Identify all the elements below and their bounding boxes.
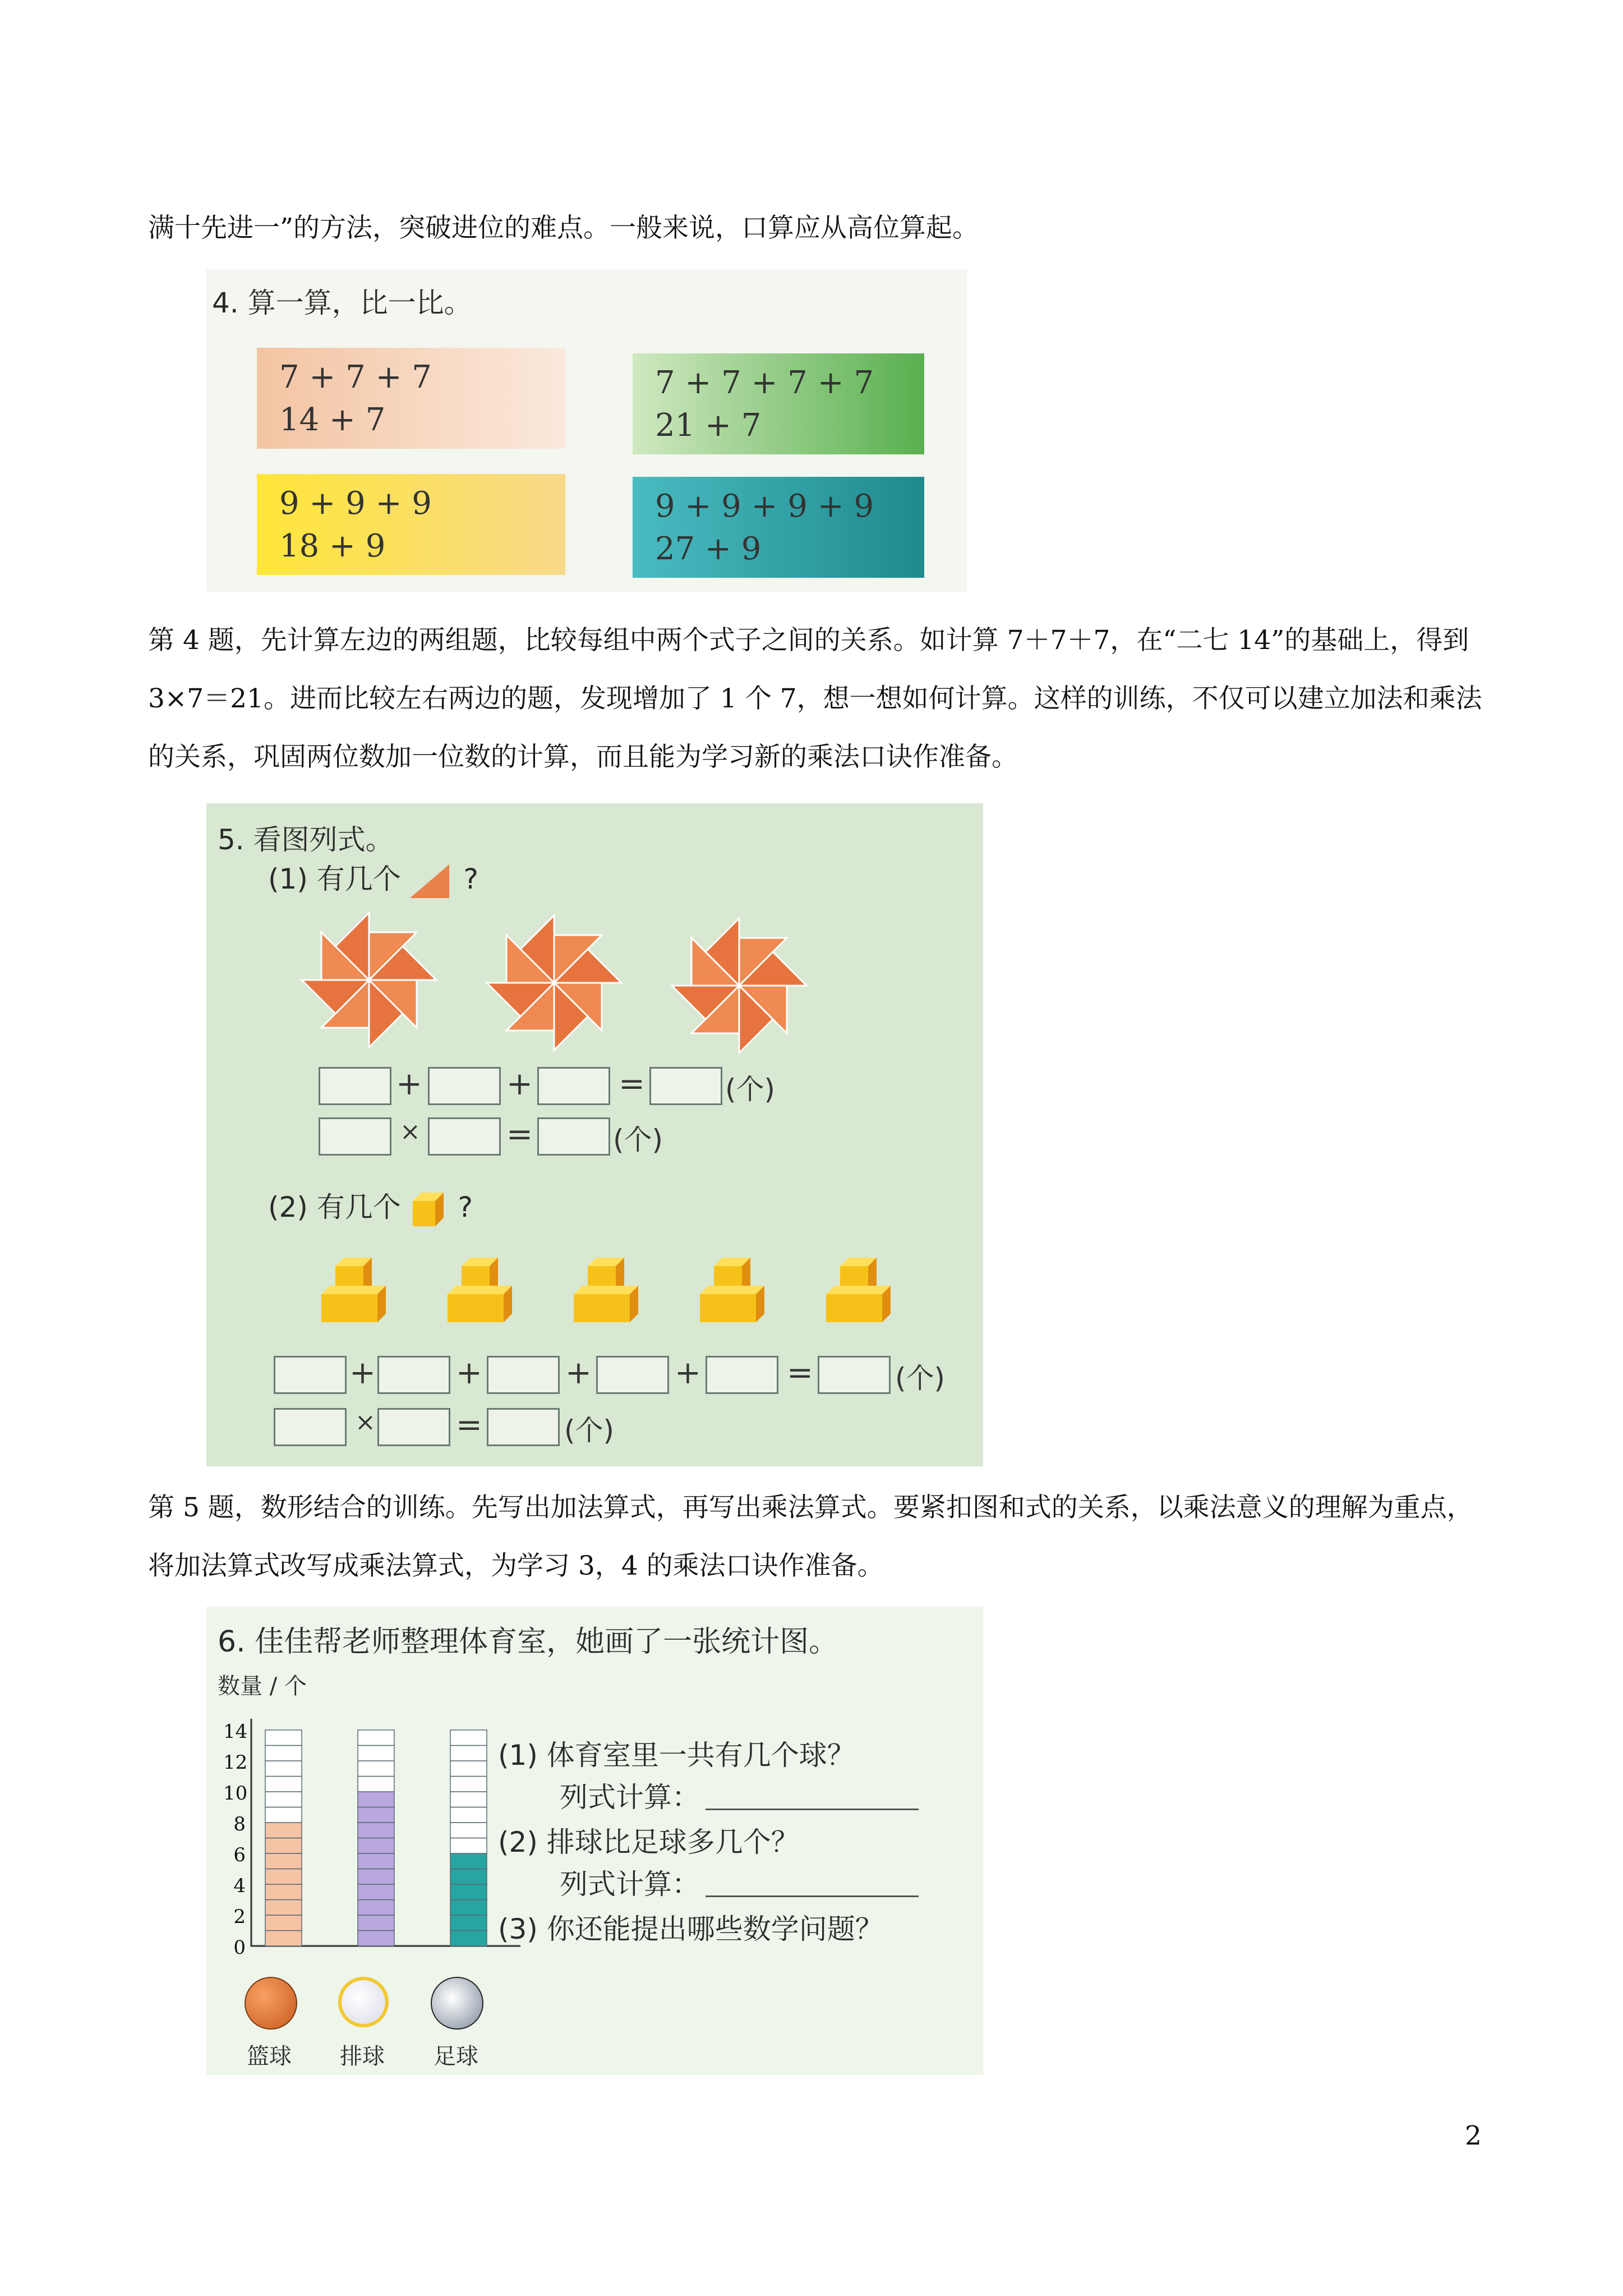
volleyball-icon — [338, 1977, 389, 2027]
bar-cell — [265, 1761, 302, 1777]
question-2: (2) 排球比足球多几个？ — [498, 1826, 799, 1858]
fig4-box-3 — [257, 474, 565, 575]
answer-box[interactable] — [818, 1356, 891, 1394]
tick-label: 14 — [223, 1720, 248, 1743]
bar-cell — [450, 1746, 487, 1761]
answer-box[interactable] — [377, 1356, 450, 1394]
times-sign: × — [400, 1117, 421, 1146]
equals-sign: = — [506, 1116, 533, 1153]
fig4-box-1 — [257, 348, 565, 449]
bar-cell — [358, 1884, 394, 1900]
bar-cell — [450, 1761, 487, 1777]
fig4-title: 4. 算一算，比一比。 — [212, 287, 472, 319]
bar-cell — [265, 1823, 302, 1838]
tick-label: 10 — [223, 1782, 248, 1805]
answer-line-1[interactable] — [706, 1809, 919, 1810]
bar-3 — [450, 1730, 487, 1946]
paragraph-5: 第 5 题，数形结合的训练。先写出加法算式，再写出乘法算式。要紧扣图和式的关系，以乘法意义的理解为重点，将加法算式改写成乘法算式，为学习 3，4 的乘法口诀作准备。 — [148, 1492, 1473, 1581]
equals-sign: = — [619, 1066, 645, 1102]
answer-line-2[interactable] — [706, 1895, 919, 1897]
box-line: 21 + 7 — [655, 407, 762, 444]
answer-box[interactable] — [487, 1408, 560, 1446]
bar-cell — [358, 1761, 394, 1777]
answer-box[interactable] — [377, 1408, 450, 1446]
times-sign: × — [355, 1408, 376, 1437]
fig4-box-2 — [633, 353, 924, 454]
bar-cell — [265, 1853, 302, 1869]
unit-label: (个) — [895, 1362, 946, 1395]
bar-cell — [358, 1792, 394, 1807]
bar-cell — [265, 1869, 302, 1885]
answer-box[interactable] — [428, 1117, 501, 1156]
fig5-question-1 — [268, 857, 478, 898]
plus-sign: + — [396, 1066, 422, 1102]
bar-cell — [358, 1838, 394, 1854]
answer-box[interactable] — [537, 1067, 610, 1105]
bar-2 — [358, 1730, 394, 1946]
unit-label: (个) — [613, 1124, 663, 1156]
bar-cell — [265, 1730, 302, 1746]
box-line: 7 + 7 + 7 — [279, 359, 432, 395]
bar-cell — [450, 1730, 487, 1746]
calc-label-2: 列式计算： — [560, 1868, 700, 1901]
x-label: 篮球 — [247, 2044, 292, 2069]
answer-box[interactable] — [319, 1117, 391, 1156]
q1-mark: ? — [463, 863, 479, 895]
cube-cluster-2 — [448, 1258, 512, 1322]
bar-cell — [450, 1931, 487, 1947]
page-number: 2 — [1465, 2120, 1482, 2151]
calc-label-1: 列式计算： — [560, 1781, 700, 1814]
plus-sign: + — [456, 1355, 482, 1391]
bar-cell — [265, 1900, 302, 1916]
answer-box[interactable] — [649, 1067, 722, 1105]
q2-mark: ? — [458, 1191, 473, 1223]
q1-text: (1) 有几个 — [268, 863, 401, 895]
bar-cell — [358, 1853, 394, 1869]
fig5-question-2 — [268, 1185, 473, 1229]
bar-cell — [265, 1838, 302, 1854]
bar-cell — [358, 1823, 394, 1838]
bar-chart — [240, 1716, 532, 2008]
answer-box[interactable] — [537, 1117, 610, 1156]
bar-cell — [450, 1884, 487, 1900]
bar-cell — [265, 1792, 302, 1807]
tick-label: 0 — [233, 1936, 246, 1959]
q2-text: (2) 有几个 — [268, 1191, 401, 1223]
basketball-icon — [245, 1977, 297, 2030]
answer-box[interactable] — [428, 1067, 501, 1105]
cube-icon — [410, 1190, 449, 1229]
bar-cell — [450, 1869, 487, 1885]
cube-cluster-4 — [700, 1258, 764, 1322]
plus-sign: + — [565, 1355, 592, 1391]
box-line: 9 + 9 + 9 — [279, 485, 432, 522]
bar-cell — [265, 1884, 302, 1900]
unit-label: (个) — [725, 1073, 776, 1106]
bar-cell — [450, 1777, 487, 1792]
bar-cell — [450, 1853, 487, 1869]
question-3: (3) 你还能提出哪些数学问题？ — [498, 1913, 883, 1945]
x-label: 足球 — [434, 2044, 478, 2069]
pinwheel-2 — [487, 915, 621, 1050]
plus-sign: + — [506, 1066, 533, 1102]
bar-cell — [358, 1746, 394, 1761]
bar-cell — [358, 1931, 394, 1947]
box-line: 7 + 7 + 7 + 7 — [655, 365, 874, 401]
bar-1 — [265, 1730, 302, 1946]
plus-sign: + — [675, 1355, 701, 1391]
cube-cluster-3 — [574, 1258, 638, 1322]
equals-sign: = — [456, 1407, 482, 1443]
unit-label: (个) — [564, 1414, 615, 1447]
fig5-title: 5. 看图列式。 — [218, 823, 394, 856]
plus-sign: + — [349, 1355, 376, 1391]
soccer-ball-icon — [431, 1977, 483, 2030]
answer-box[interactable] — [706, 1356, 778, 1394]
answer-box[interactable] — [487, 1356, 560, 1394]
tick-label: 2 — [233, 1906, 246, 1928]
bar-cell — [450, 1900, 487, 1916]
bar-cell — [265, 1777, 302, 1792]
answer-box[interactable] — [274, 1356, 347, 1394]
paragraph-top: 满十先进一”的方法，突破进位的难点。一般来说，口算应从高位算起。 — [148, 213, 979, 243]
chart-y-label: 数量 / 个 — [218, 1673, 307, 1699]
bar-cell — [265, 1931, 302, 1947]
figure-6 — [206, 1607, 983, 2075]
bar-cell — [450, 1807, 487, 1823]
bar-cell — [358, 1900, 394, 1916]
fig6-title: 6. 佳佳帮老师整理体育室，她画了一张统计图。 — [218, 1625, 838, 1659]
bar-cell — [450, 1823, 487, 1838]
box-line: 18 + 9 — [279, 528, 386, 564]
bar-cell — [450, 1792, 487, 1807]
box-line: 9 + 9 + 9 + 9 — [655, 488, 874, 524]
cube-cluster-5 — [826, 1258, 891, 1322]
bar-cell — [358, 1915, 394, 1931]
bar-cell — [358, 1807, 394, 1823]
figure-5 — [206, 803, 983, 1466]
tick-label: 6 — [233, 1844, 246, 1866]
pinwheel-3 — [672, 918, 806, 1053]
bar-cell — [265, 1807, 302, 1823]
bar-cell — [358, 1777, 394, 1792]
box-line: 27 + 9 — [655, 531, 762, 567]
box-line: 14 + 7 — [279, 402, 386, 438]
pinwheel-group — [206, 899, 983, 1067]
cube-group — [206, 1246, 983, 1359]
paragraph-4: 第 4 题，先计算左边的两组题，比较每组中两个式子之间的关系。如计算 7＋7＋7，在“二七 14”的基础上，得到 3×7＝21。进而比较左右两边的题，发现增加了 1 个 7，想一想如何计算。这样的训练，不仅可以建立加法和乘法的关系，巩固两位数加一位数的计算，而且能为学习新的乘法口诀作准备。 — [148, 625, 1482, 772]
fig4-box-4 — [633, 477, 924, 578]
pinwheel-1 — [302, 913, 436, 1047]
bar-cell — [450, 1915, 487, 1931]
x-label: 排球 — [340, 2044, 385, 2069]
answer-box[interactable] — [274, 1408, 347, 1446]
bar-cell — [450, 1838, 487, 1854]
answer-box[interactable] — [596, 1356, 669, 1394]
tick-label: 8 — [233, 1813, 246, 1835]
triangle-icon — [410, 864, 455, 898]
tick-label: 4 — [233, 1875, 246, 1897]
figure-4 — [206, 269, 967, 592]
bar-cell — [358, 1869, 394, 1885]
equals-sign: = — [787, 1355, 813, 1391]
question-1: (1) 体育室里一共有几个球？ — [498, 1739, 855, 1772]
answer-box[interactable] — [319, 1067, 391, 1105]
bar-cell — [358, 1730, 394, 1746]
bar-cell — [265, 1915, 302, 1931]
tick-label: 12 — [223, 1751, 248, 1774]
cube-cluster-1 — [321, 1258, 386, 1322]
bar-cell — [265, 1746, 302, 1761]
